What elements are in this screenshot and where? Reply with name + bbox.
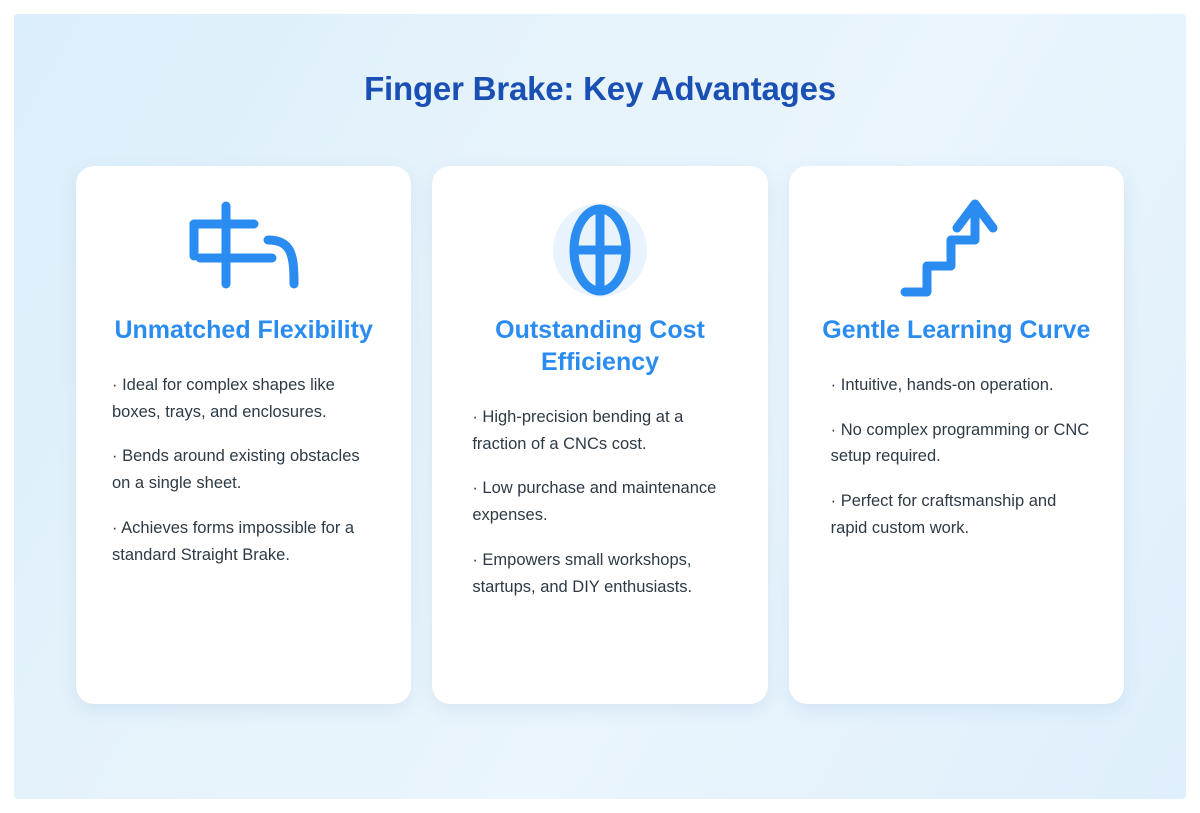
card-bullets — [102, 372, 385, 586]
card-title: Gentle Learning Curve — [822, 316, 1091, 344]
list-item: · Intuitive, hands-on operation. — [830, 376, 1054, 394]
card-icon-wrap — [536, 192, 664, 312]
list-item: · High-precision bending at a fraction of a CNCs cost. — [472, 408, 684, 453]
list-item: · Ideal for complex shapes like boxes, trays, and enclosures. — [112, 376, 335, 421]
advantage-card-flexibility[interactable] — [76, 166, 411, 704]
list-item: · Low purchase and maintenance expenses. — [472, 479, 717, 525]
card-icon-wrap — [180, 192, 308, 312]
infographic-board — [14, 14, 1186, 799]
list-item: · Empowers small workshops, startups, and DIY enthusiasts. — [472, 550, 693, 596]
advantage-card-list — [14, 166, 1186, 704]
list-item: · No complex programming or CNC setup required. — [830, 420, 1090, 466]
page-title: Finger Brake: Key Advantages — [364, 70, 836, 107]
bent-sheet-icon — [180, 200, 308, 305]
coin-stack-icon — [536, 195, 664, 310]
card-icon-wrap — [897, 192, 1015, 312]
card-title: Unmatched Flexibility — [114, 316, 373, 344]
list-item: · Perfect for craftsmanship and rapid custom work. — [830, 492, 1057, 537]
rising-stairs-arrow-icon — [897, 196, 1015, 309]
card-bullets — [458, 404, 741, 618]
advantage-card-learning-curve[interactable] — [789, 166, 1124, 704]
advantage-card-cost-efficiency[interactable] — [432, 166, 767, 704]
list-item: · Achieves forms impossible for a standard Straight Brake. — [112, 518, 355, 564]
card-bullets — [815, 372, 1098, 560]
list-item: · Bends around existing obstacles on a single sheet. — [112, 447, 360, 493]
card-title: Outstanding Cost Efficiency — [495, 316, 705, 376]
